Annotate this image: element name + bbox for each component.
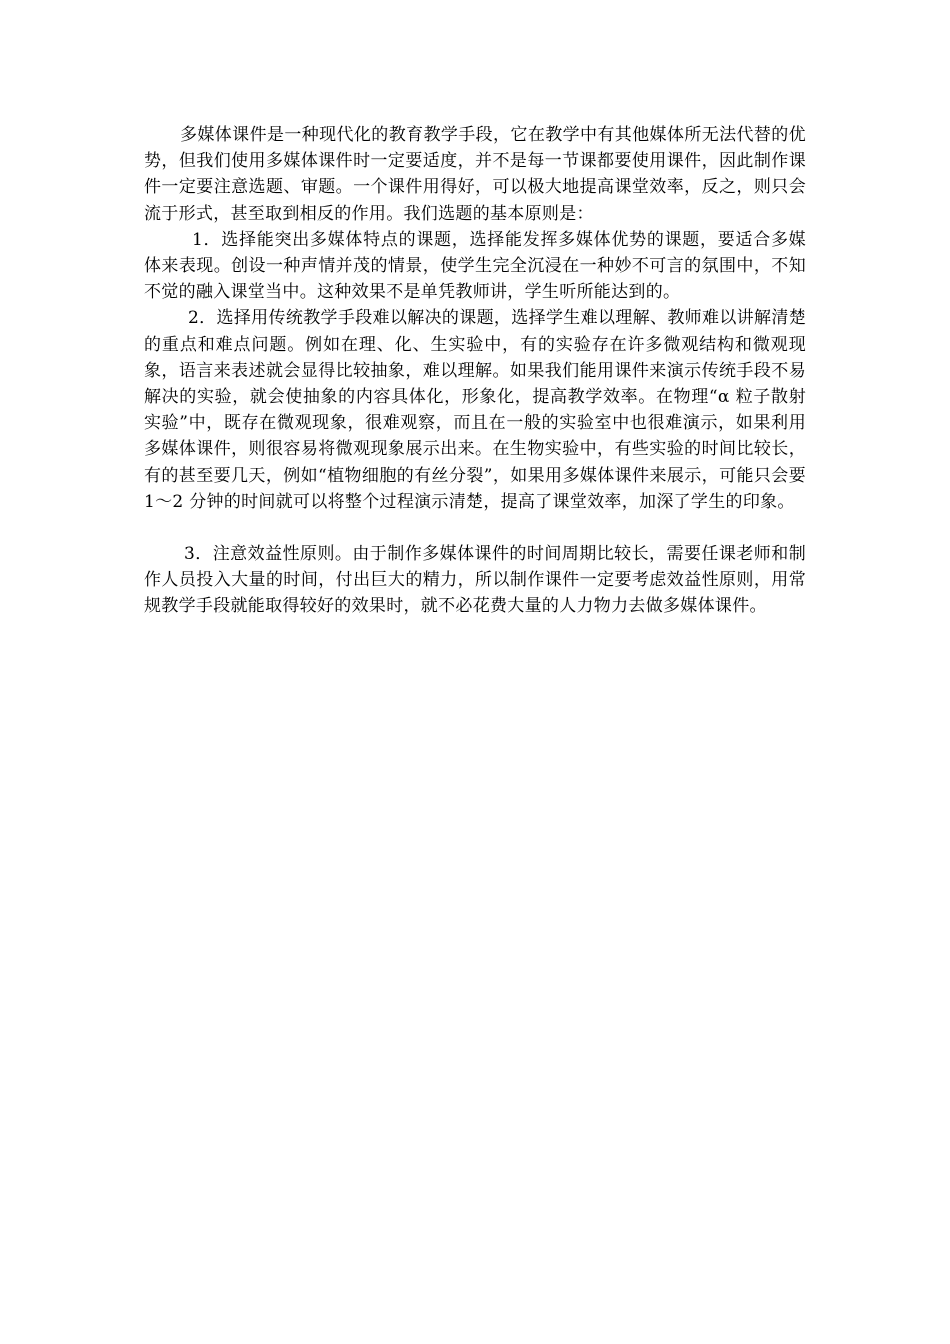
paragraph-principle-2: 2．选择用传统教学手段难以解决的课题，选择学生难以理解、教师难以讲解清楚的重点和难点问题。例如在理、化、生实验中，有的实验存在许多微观结构和微观现象，语言来表述就会显得比较抽象，难以理解。如果我们能用课件来演示传统手段不易解决的实验，就会使抽象的内容具体化，形象化，提高教学效率。在物理“α 粒子散射实验”中，既存在微观现象，很难观察，而且在一般的实验室中也很难演示，如果利用多媒体课件，则很容易将微观现象展示出来。在生物实验中，有些实验的时间比较长，有的甚至要几天，例如“植物细胞的有丝分裂”，如果用多媒体课件来展示，可能只会要 1～2 分钟的时间就可以将整个过程演示清楚，提高了课堂效率，加深了学生的印象。 [144,308,806,512]
paragraph-principle-1: 1．选择能突出多媒体特点的课题，选择能发挥多媒体优势的课题，要适合多媒体来表现。创设一种声情并茂的情景，使学生完全沉浸在一种妙不可言的氛围中，不知不觉的融入课堂当中。这种效果不是单凭教师讲，学生听所能达到的。 [144,229,806,303]
paragraph-spacer [144,515,806,541]
paragraph-intro: 多媒体课件是一种现代化的教育教学手段，它在教学中有其他媒体所无法代替的优势，但我们使用多媒体课件时一定要适度，并不是每一节课都要使用课件，因此制作课件一定要注意选题、审题。一个课件用得好，可以极大地提高课堂效率，反之，则只会流于形式，甚至取到相反的作用。我们选题的基本原则是： [144,125,806,224]
document-body [144,122,806,620]
paragraph-principle-3: 3．注意效益性原则。由于制作多媒体课件的时间周期比较长，需要任课老师和制作人员投入大量的时间，付出巨大的精力，所以制作课件一定要考虑效益性原则，用常规教学手段就能取得较好的效果时，就不必花费大量的人力物力去做多媒体课件。 [144,544,806,617]
